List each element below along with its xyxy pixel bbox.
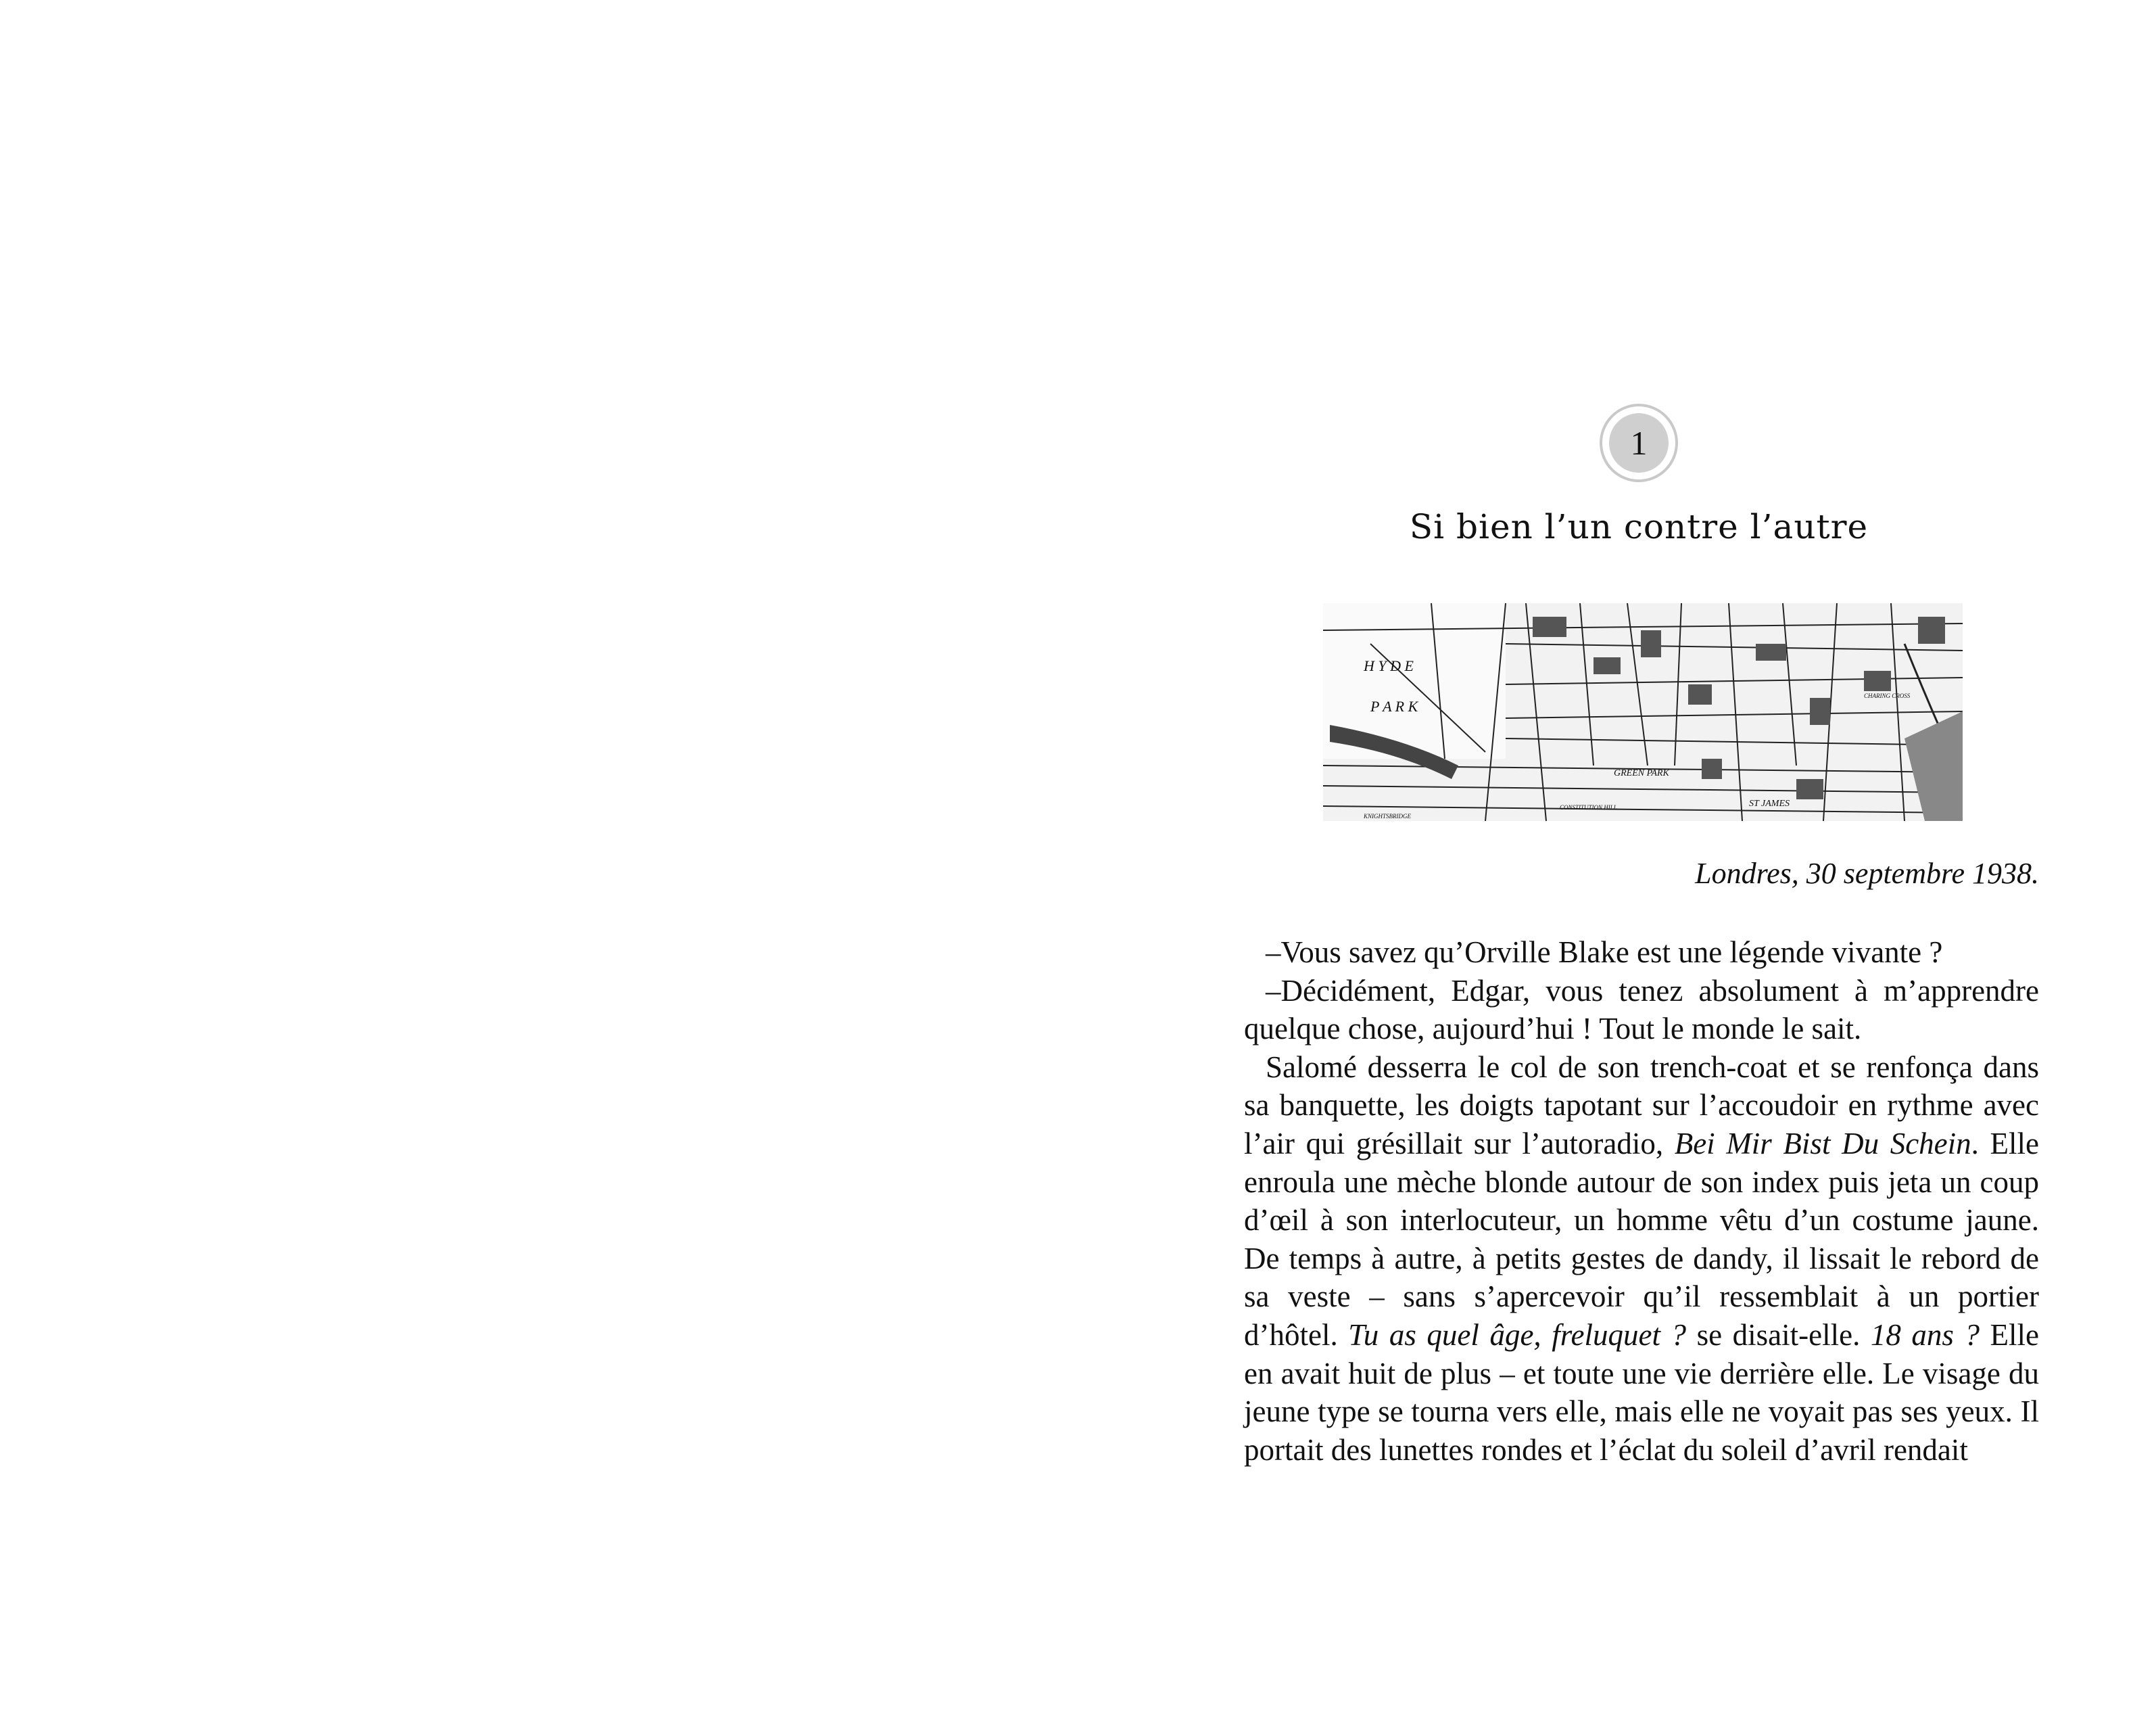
map-label-green-park: GREEN PARK — [1614, 768, 1669, 778]
chapter-number: 1 — [1609, 413, 1669, 473]
paragraph-3-part-d: Elle en avait huit de plus – et toute une vie derrière elle. Le visage du jeune type se tourna vers elle, mais elle ne voyait pas ses yeux. Il portait des lunettes rondes et l’éclat du soleil d’avril rendait — [1244, 1317, 2039, 1467]
dateline: Londres, 30 septembre 1938. — [1695, 857, 2039, 890]
paragraph-3-part-b: . Elle enroula une mèche blonde autour de son index puis jeta un coup d’œil à son interlocuteur, un homme vêtu d’un costume jaune. De temps à autre, à petits gestes de dandy, il lissait le rebord de sa veste – sans s’apercevoir qu’il ressemblait à un portier d’hôtel. — [1244, 1126, 2039, 1352]
song-title: Bei Mir Bist Du Schein — [1674, 1126, 1971, 1160]
paragraph-2: –Décidément, Edgar, vous tenez absolument à m’apprendre quelque chose, aujourd’hui ! Tout le monde le sait. — [1244, 973, 2039, 1046]
map-label-st-james: ST JAMES — [1749, 799, 1790, 809]
map-label-park: P A R K — [1370, 698, 1418, 715]
paragraph-1: –Vous savez qu’Orville Blake est une légende vivante ? — [1266, 935, 1943, 969]
paragraph-3-part-a: Salomé desserra le col de son trench-coat et se renfonça dans sa banquette, les doigts tapotant sur l’accoudoir en rythme avec l’air qui grésillait sur l’autoradio, — [1244, 1050, 2039, 1160]
map-label-knightsbridge: KNIGHTSBRIDGE — [1364, 813, 1411, 820]
map-label-constitution-hill: CONSTITUTION HILL — [1560, 804, 1617, 811]
chapter-text — [1244, 933, 2039, 1469]
map-label-charing-cross: CHARING CROSS — [1864, 692, 1911, 699]
map-label-hyde: H Y D E — [1364, 657, 1414, 674]
paragraph-3-part-c: se disait-elle. — [1686, 1317, 1871, 1352]
inner-thought-2: 18 ans ? — [1870, 1317, 1980, 1352]
paragraph-3 — [1244, 1048, 2039, 1469]
inner-thought-1: Tu as quel âge, freluquet ? — [1348, 1317, 1687, 1352]
london-map-illustration — [1323, 603, 1963, 821]
right-page — [1078, 0, 2156, 1717]
chapter-number-badge — [1600, 404, 1678, 482]
chapter-title: Si bien l’un contre l’autre — [1409, 507, 1869, 546]
